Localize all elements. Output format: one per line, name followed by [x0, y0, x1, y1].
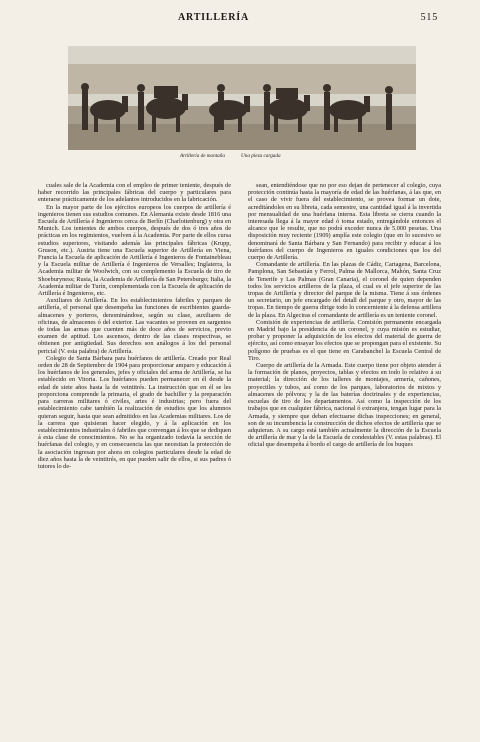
caption-left: Artillería de montaña	[180, 153, 225, 159]
header-title: ARTILLERÍA	[178, 12, 249, 23]
right-paragraph-3: Comisión de experiencias de artillería. Comisión permanente encargada en Madrid bajo la presidencia de un coronel, y cuya misión es estudiar, probar y proponer la adquisición de los efectos del material de guerra de ejército, así como ensayar los efectos que se propongan para el existente. Su polígono de pruebas es el que tiene en Carabanchel la Escuela Central de Tiro.	[248, 318, 441, 362]
left-text-column	[38, 182, 231, 730]
page-number: 515	[420, 12, 438, 23]
left-paragraph-2: En la mayor parte de los ejércitos europeos los cuerpos de artillería é ingenieros tienen sus estudios comunes. En Alemania existe desde 1816 una Escuela de Artillería é Ingenieros cerca de Berlín (Charlottenburg) y otra en Munich. Los tenientes de ambos cuerpos, después de dos ó tres años de prácticas en los regimientos, vuelven á la Academia. Por parte de ellos cursa estudios superiores, visitando además las principales fábricas (Krupp, Gruson, etc.). Austria tiene una Escuela superior de Artillería en Viena, Francia la Escuela de aplicación de Artillería é Ingenieros de Fontainebleau y la Escuela militar de Artillería é Ingenieros de Versalles; Inglaterra, la Academia militar de Woolwich, con su complemento la Escuela de tiro de Shoeburyness; Rusia, la Academia de Artillería de San Petersburgo; Italia, la Academia militar de Turín, complementada con la Escuela de aplicación de Artillería é Ingenieros, etc.	[38, 203, 231, 298]
figure-captions	[68, 153, 416, 163]
artillery-photograph	[68, 46, 416, 150]
right-text-column	[248, 182, 441, 730]
running-header	[38, 10, 438, 28]
right-paragraph-4: Cuerpo de artillería de la Armada. Este cuerpo tiene por objeto atender á la formación de planos, proyectos, tablas y efectos en todo lo relativo á su material; la dirección de los talleres de montajes, armería, cañones, proyectiles y tubos, así como de los parques, laboratorios de mixtos y almacenes de pólvora; y la de las baterías doctrinales y de experiencias, escuelas de tiro de los departamentos. Así como la inspección de los trabajos que en cualquier fábrica, nacional ó extranjera, tengan lugar para la Armada, y siempre que deban efectuarse dichas inspecciones; en general, son de su incumbencia la construcción de dichos efectos de artillería que se adquieran. A su cargo está también actualmente la dirección de la Escuela de artillería de mar y la de la Escuela de condestables (V. estas palabras). El oficial que desempeña á bordo el cargo de artillería de los buques	[248, 362, 441, 449]
left-paragraph-1: cuales sale de la Academia con el empleo de primer teniente, después de haber recorrido las principales fábricas del cuerpo y particulares para enterarse prácticamente de los adelantos introducidos en la fabricación.	[38, 182, 231, 204]
caption-right: Una pieza cargada	[241, 153, 281, 159]
left-paragraph-4: Colegio de Santa Bárbara para huérfanos de artillería. Creado por Real orden de 28 de Septiembre de 1904 para proporcionar amparo y educación á los huérfanos de los generales, jefes y oficiales del arma de Artillería, se ha establecido en Vitoria. Los huérfanos pueden permanecer en él desde la edad de siete años hasta la de veintitrés. La instrucción que en él se les proporciona comprende la primaria, el grado de bachiller y la preparación para carreras militares ó civiles, artes é industrias; pero fuera del establecimiento cabe también la realización de estudios que los alumnos quieran seguir, hasta que sean admitidos en las Academias militares. Los de la carrera que quisieran hacer elegido, y á la aplicación en los establecimientos industriales ó fabriles que convengan á los que se dediquen á esta clase de conocimientos. No se ha organizado todavía la sección de huérfanas del colegio, y en consecuencia las que necesitan la protección de la asociación ingresan por ahora en colegios particulares desde la edad de diez años hasta la de veintitrés, en que pueden salir de ellos, si sus padres ó tutores lo de-	[38, 354, 231, 470]
artillery-photo-illustration	[68, 46, 416, 150]
right-paragraph-2: Comandante de artillería. En las plazas de Cádiz, Cartagena, Barcelona, Pamplona, San Sebastián y Ferrol, Palma de Mallorca, Mahón, Santa Cruz de Tenerife y Las Palmas (Gran Canaria), el coronel de quien dependen todos los servicios artilleros de la plaza, el cual es el jefe superior de las tropas de Artillería y director del parque de la misma. Tiene á sus órdenes un secretario, un jefe encargado del detall del parque y otro, mayor de las tropas. En tiempo de guerra dirige todo lo concerniente á la defensa artillera de la plaza. En Algeciras el comandante de artillería es un teniente coronel.	[248, 261, 441, 319]
right-paragraph-1: sean, entendiéndose que no por eso dejan de pertenecer al colegio, cuya protección continúa hasta la mayoría de edad de las huérfanas, á las que, en el caso de vivir fuera del establecimiento, se provea formar un dote, acreditándoles en su libreta, cada semestre, una cantidad igual á la invertida por mensualidad de una huérfana interna. Esta libreta se cierra cuando la interesada llega á la mayor edad ó toma estado, entregándole entonces el alcance que le resulte, que no podrá exceder nunca de 5.000 pesetas. Una disposición muy reciente (1909) amplía este colegio (que en lo sucesivo se denominará de Santa Bárbara y San Fernando) para recibir y educar á los huérfanos del cuerpo de Ingenieros en iguales condiciones que los del cuerpo de Artillería.	[248, 182, 441, 262]
left-paragraph-3: Auxiliares de Artillería. En los establecimientos fabriles y parques de artillería, el personal que desempeña las funciones de escribientes guarda-almacenes y porteros, denominándose, según su clase, auxiliares de oficinas, de almacenes ó del exterior. Las vacantes se proveen en sargentos de todas las armas que cuenten más de doce años de servicios, previo examen de aptitud. Los ascensos, dentro de las clases respectivas, se obtienen por antigüedad. Sus derechos son análogos á los del personal pericial (V. esta palabra) de Artillería.	[38, 297, 231, 355]
